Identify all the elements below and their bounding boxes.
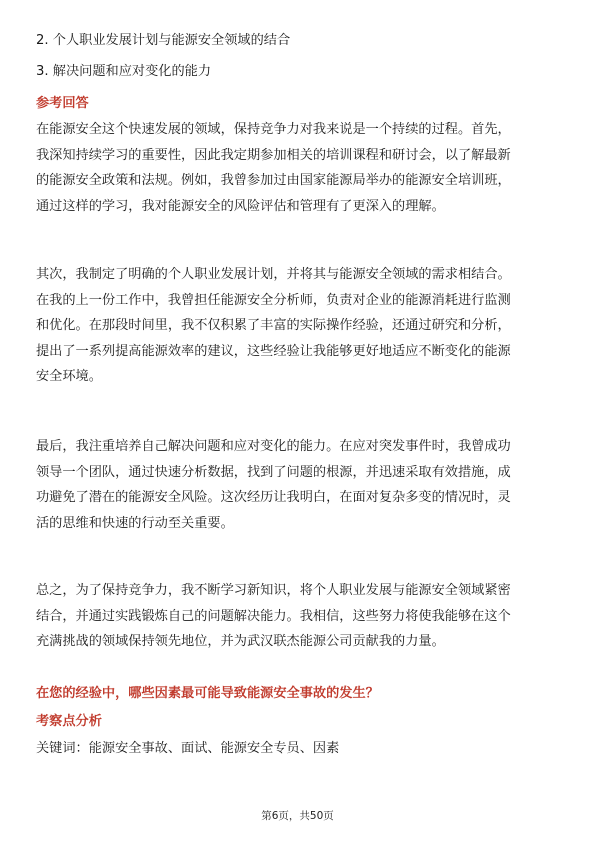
- paragraph-line: 其次，我制定了明确的个人职业发展计划，并将其与能源安全领域的需求相结合。: [36, 267, 511, 282]
- paragraph: [36, 117, 559, 219]
- paragraph-line: 和优化。在那段时间里，我不仅积累了丰富的实际操作经验，还通过研究和分析，: [36, 318, 511, 333]
- list-item: 2. 个人职业发展计划与能源安全领域的结合: [36, 33, 291, 48]
- paragraph-line: 安全环境。: [36, 369, 102, 384]
- page-number: 第6页，共50页: [261, 810, 334, 822]
- paragraph-line: 充满挑战的领域保持领先地位，并为武汉联杰能源公司贡献我的力量。: [36, 634, 445, 649]
- paragraph: [36, 578, 559, 655]
- analysis-heading: 考察点分析: [36, 714, 102, 729]
- paragraph-line: 活的思维和快速的行动至关重要。: [36, 515, 234, 531]
- paragraph-line: 提出了一系列提高能源效率的建议，这些经验让我能够更好地适应不断变化的能源: [36, 343, 511, 359]
- paragraph-line: 功避免了潜在的能源安全风险。这次经历让我明白，在面对复杂多变的情况时，灵: [36, 490, 511, 505]
- keywords-line: 关键词：能源安全事故、面试、能源安全专员、因素: [36, 741, 340, 756]
- list-item: 3. 解决问题和应对变化的能力: [36, 64, 212, 79]
- paragraph-line: 在能源安全这个快速发展的领域，保持竞争力对我来说是一个持续的过程。首先，: [36, 122, 511, 137]
- paragraph: [36, 262, 559, 390]
- paragraph-line: 通过这样的学习，我对能源安全的风险评估和管理有了更深入的理解。: [36, 198, 445, 214]
- paragraph-line: 的能源安全政策和法规。例如，我曾参加过由国家能源局举办的能源安全培训班，: [36, 173, 511, 188]
- question-heading: 在您的经验中，哪些因素最可能导致能源安全事故的发生？: [36, 686, 379, 701]
- paragraph-line: 领导一个团队，通过快速分析数据，找到了问题的根源，并迅速采取有效措施，成: [36, 464, 511, 480]
- paragraph-line: 最后，我注重培养自己解决问题和应对变化的能力。在应对突发事件时，我曾成功: [36, 439, 511, 454]
- answer-heading: 参考回答: [36, 96, 89, 111]
- paragraph-line: 我深知持续学习的重要性，因此我定期参加相关的培训课程和研讨会，以了解最新: [36, 147, 511, 163]
- paragraph-line: 总之，为了保持竞争力，我不断学习新知识，将个人职业发展与能源安全领域紧密: [36, 583, 511, 598]
- paragraph: [36, 434, 559, 536]
- paragraph-line: 结合，并通过实践锻炼自己的问题解决能力。我相信，这些努力将使我能够在这个: [36, 608, 511, 624]
- paragraph-line: 在我的上一份工作中，我曾担任能源安全分析师，负责对企业的能源消耗进行监测: [36, 292, 511, 308]
